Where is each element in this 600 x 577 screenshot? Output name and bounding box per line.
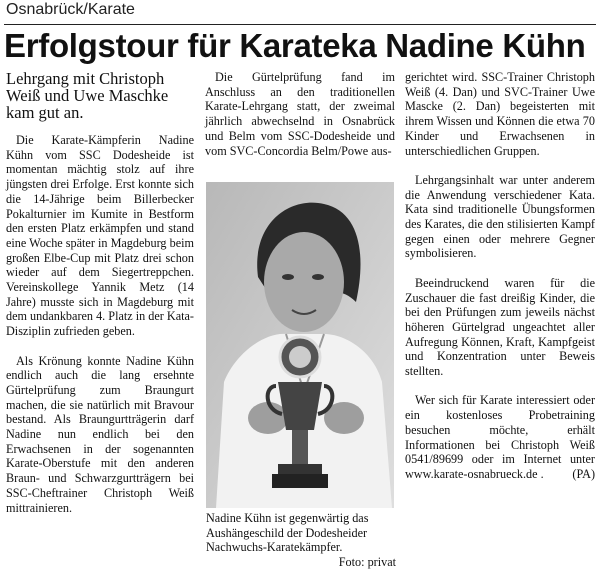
- section-kicker: Osnabrück/Karate: [6, 1, 135, 18]
- photo-caption: Nadine Kühn ist gegenwärtig das Aushängeschild der Dodesheider Nachwuchs-Karatekämpfer.: [206, 511, 369, 555]
- column-2: [205, 70, 395, 173]
- paragraph: gerichtet wird. SSC-Trainer Christoph Weiß (4. Dan) und SVC-Trainer Uwe Mascke (2. Dan) begeisterten mit ihrem Wissen und Können die etwa 70 Kinder und Erwachsenen in unterschiedlichen Gruppen.: [405, 70, 595, 158]
- column-1: [6, 70, 194, 530]
- paragraph: Als Krönung konnte Nadine Kühn endlich auch die lang ersehnte Gürtelprüfung zum Braungurt machen, die sie natürlich mit Bravour bestand. Als Braungurtträgerin darf Nadine nun endlich bei den Erwachsenen in der sogenannten Karate-Oberstufe mit den anderen Braun- und Schwarzgurtträgern bei SSC-Cheftrainer Christoph Weiß mittrainieren.: [6, 353, 194, 515]
- photo-illustration: [206, 182, 394, 508]
- author-signoff: (PA): [572, 466, 595, 481]
- column-3: [405, 70, 595, 496]
- paragraph: Lehrgangsinhalt war unter anderem die Anwendung verschiedener Kata. Kata sind traditionelle Übungsformen des Karates, die den stilisierten Kampf gegen einen oder mehrere Gegner symbolisieren.: [405, 172, 595, 261]
- header-rule: [4, 24, 596, 25]
- paragraph: [405, 393, 595, 481]
- paragraph: Die Gürtelprüfung fand im Anschluss an den traditionellen Karate-Lehrgang statt, der zweimal jährlich abwechselnd in Osnabrück und Belm vom SSC-Dodesheide und vom SVC-Concordia Belm/Powe aus-: [205, 70, 395, 158]
- photo-credit: Foto: privat: [338, 555, 396, 569]
- article-headline: Erfolgstour für Karateka Nadine Kühn: [4, 27, 586, 64]
- paragraph: Beeindruckend waren für die Zuschauer die fast dreißig Kinder, die bei den Prüfungen zum jeweils nächst höheren Gürtelgrad ungeachtet aller Aufregung Können, Kraft, Kampfgeist und Konzentration unter Beweis stellten.: [405, 275, 595, 379]
- closing-paragraph-text: Wer sich für Karate interessiert oder ein kostenloses Probetraining besuchen möchte, erhält Informationen bei Christoph Weiß 0541/89699 oder im Internet unter www.karate-osnabrueck.de .: [405, 393, 595, 481]
- paragraph: Die Karate-Kämpferin Nadine Kühn vom SSC Dodesheide ist momentan mächtig stolz auf ihre jüngsten drei Erfolge. Erst konnte sich die 14-Jährige beim Billerbecker Pokalturnier im Kumite in Bestform den ersten Platz erkämpfen und stand eine Woche später in Magdeburg beim großen Elbe-Cup mit Platz drei schon wieder auf dem Siegertreppchen. Vereinskollege Yannik Metz (14 Jahre) musste sich in Magdeburg mit dem undankbaren 4. Platz in der Kata-Disziplin zufrieden geben.: [6, 133, 194, 339]
- article-subheadline: Lehrgang mit Christoph Weiß und Uwe Maschke kam gut an.: [6, 69, 169, 122]
- article-photo: [206, 182, 394, 508]
